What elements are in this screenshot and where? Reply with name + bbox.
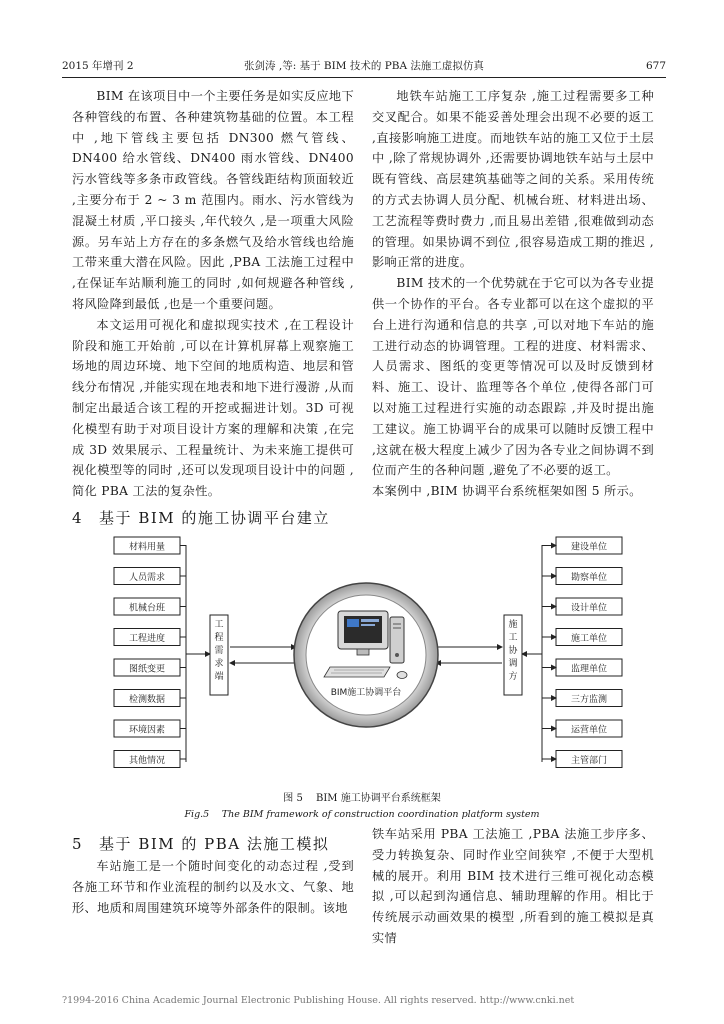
paragraph: BIM 技术的一个优势就在于它可以为各专业提供一个协作的平台。各专业都可以在这个虚拟的平台上进行沟通和信息的共享 ,可以对地下车站的施工进行动态的协调管理。工程的进度、材料需求、人员需求、图纸的变更等情况可以及时反馈到材料、施工、设计、监理等各个单位 ,使得各部门可以对施工过程进行实施的动态跟踪 ,并及时提出施工建议。施工协调平台的成果可以随时反馈工程中 ,这就在极大程度上减少了因为各专业之间协调不到位而产生的各种问题 ,避免了不必要的返工。	[372, 276, 654, 478]
section-number: 5	[72, 835, 84, 853]
paragraph: 车站施工是一个随时间变化的动态过程 ,受到各施工环节和作业流程的制约以及水文、气象、地形、地质和周围建筑环境等外部条件的限制。该地	[72, 859, 354, 915]
left-item-label: 工程进度	[128, 634, 166, 644]
right-item-label: 主管部门	[570, 756, 608, 766]
section-5-heading	[72, 833, 329, 855]
section-4-heading	[72, 507, 330, 529]
left-column-top	[72, 86, 354, 502]
left-item-label: 机械台班	[128, 603, 166, 614]
section-number: 4	[72, 509, 84, 527]
left-item-label: 图纸变更	[128, 664, 166, 675]
left-item-label: 环境因素	[128, 725, 166, 736]
running-title: 张剑涛 ,等: 基于 BIM 技术的 PBA 法施工虚拟仿真	[244, 60, 484, 72]
journal-issue: 2015 年增刊 2	[62, 60, 134, 72]
left-item-label: 其他情况	[128, 756, 166, 766]
paragraph: BIM 在该项目中一个主要任务是如实反应地下各种管线的布置、各种建筑物基础的位置。本工程中 ,地下管线主要包括 DN300 燃气管线、DN400 给水管线、DN400 雨水管线、DN400 污水管线等多条市政管线。各管线距结构顶面较近 ,主要分布于 2 ~ 3 m 范围内。雨水、污水管线为混凝土材质 ,平口接头 ,年代较久 ,是一项重大风险源。另车站上方存在的多条燃气及给水管线也给施工带来重大潜在风险。因此 ,PBA 工法施工过程中 ,在保证车站顺利施工的同时 ,如何规避各种管线 ,将风险降到最低 ,也是一个重要问题。	[72, 89, 354, 311]
right-column-bottom	[372, 824, 654, 949]
header-rule	[62, 77, 666, 78]
right-item-label: 设计单位	[570, 603, 608, 614]
figure-caption-zh: 图 5 BIM 施工协调平台系统框架	[283, 793, 441, 804]
right-item-label: 监理单位	[570, 664, 608, 675]
left-item-label: 检测数据	[128, 695, 166, 705]
section-title: 基于 BIM 的施工协调平台建立	[99, 509, 330, 527]
right-item-label: 勘察单位	[570, 573, 608, 583]
paragraph: 本文运用可视化和虚拟现实技术 ,在工程设计阶段和施工开始前 ,可以在计算机屏幕上观察施工场地的周边环境、地下空间的地质构造、地层和管线分布情况 ,并能实现在地表和地下进行漫游 ,从而制定出最适合该工程的开挖或掘进计划。3D 可视化模型有助于对项目设计方案的理解和决策 ,在完成 3D 效果展示、工程量统计、为未来施工提供可视化模型等的同时 ,还可以发现项目设计中的问题 ,简化 PBA 工法的复杂性。	[72, 317, 354, 499]
right-items	[542, 537, 622, 768]
left-item-label: 材料用量	[128, 542, 166, 553]
running-header	[62, 58, 666, 74]
section-title: 基于 BIM 的 PBA 法施工模拟	[99, 835, 330, 853]
paragraph: 本案例中 ,BIM 协调平台系统框架如图 5 所示。	[372, 484, 642, 499]
right-column-top	[372, 86, 654, 502]
paragraph: 地铁车站施工工序复杂 ,施工过程需要多工种交叉配合。如果不能妥善处理会出现不必要的返工 ,直接影响施工进度。而地铁车站的施工又位于土层中 ,除了常规协调外 ,还需要协调地铁车站与土层中既有管线、高层建筑基础等之间的关系。采用传统的方式去协调人员分配、机械台班、材料进出场、工艺流程等费时费力 ,而且易出差错 ,很难做到动态的管理。如果协调不到位 ,很容易造成工期的推迟 ,影响正常的进度。	[372, 89, 654, 270]
left-column-bottom	[72, 856, 354, 918]
right-item-label: 建设单位	[570, 542, 608, 553]
figure-caption-en: Fig.5 The BIM framework of construction coordination platform system	[184, 809, 540, 820]
paragraph: 铁车站采用 PBA 工法施工 ,PBA 法施工步序多、受力转换复杂、同时作业空间狭窄 ,不便于大型机械的展开。利用 BIM 技术进行三维可视化动态模拟 ,可以起到沟通信息、辅助理解的作用。相比于传统展示动画效果的模型 ,所看到的施工模拟是真实情	[372, 827, 654, 945]
coordination-party-label: 施工协调方	[508, 620, 518, 682]
left-item-label: 人员需求	[128, 573, 166, 583]
right-item-label: 三方监测	[570, 695, 608, 705]
copyright-footer: ?1994-2016 China Academic Journal Electronic Publishing House. All rights reserved. http://www.cnki.net	[62, 995, 575, 1006]
figure-5	[102, 527, 632, 789]
right-item-label: 施工单位	[570, 634, 608, 644]
engineering-demand-label: 工程需求端	[214, 620, 224, 682]
page-number: 677	[645, 60, 666, 72]
platform-label: BIM施工协调平台	[330, 688, 402, 698]
right-item-label: 运营单位	[570, 725, 608, 736]
left-items	[114, 537, 186, 768]
